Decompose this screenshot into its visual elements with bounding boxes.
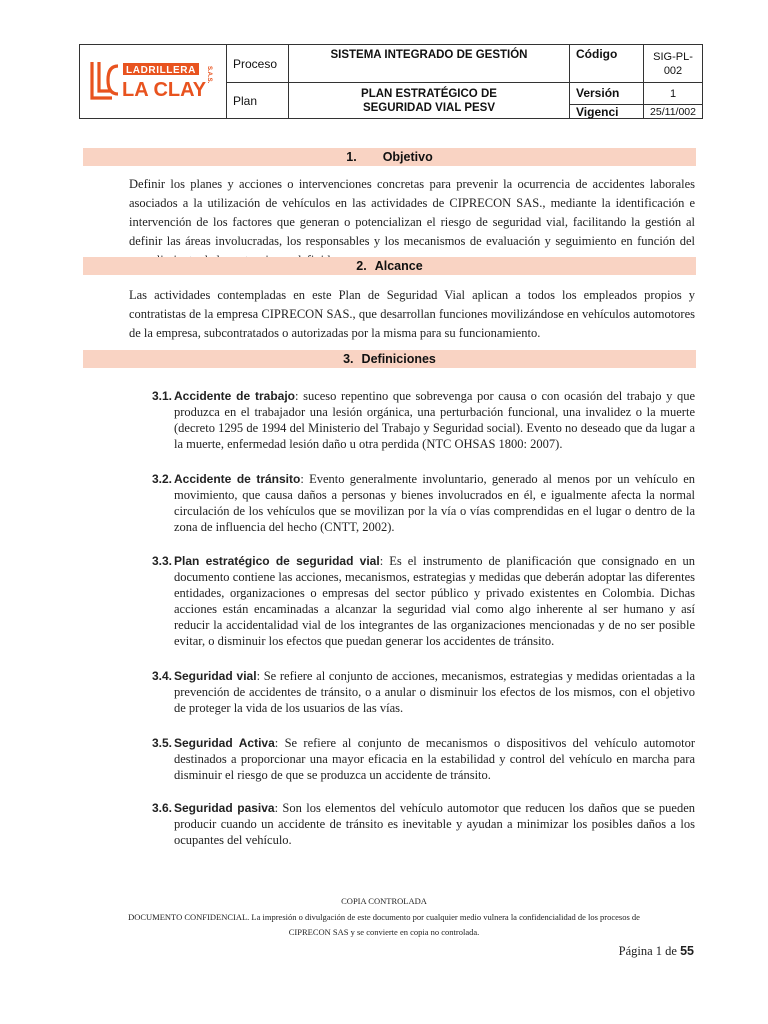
definition-term: Seguridad vial	[174, 669, 257, 683]
definition-number: 3.6.	[152, 801, 173, 815]
definition-item	[152, 668, 695, 716]
page-total: 55	[680, 944, 694, 958]
footer-confidential-line1: DOCUMENTO CONFIDENCIAL. La impresión o divulgación de este documento por cualquier medio vulnera la confidencialidad de los procesos de	[128, 912, 640, 922]
logo-suffix: S.A.S.	[206, 66, 212, 84]
footer-controlled-copy: COPIA CONTROLADA	[341, 896, 427, 906]
definition-number: 3.3.	[152, 554, 173, 568]
page-number-prefix: Página 1 de	[618, 944, 677, 958]
definition-term: Seguridad Activa	[174, 736, 275, 750]
document-header-table	[79, 44, 703, 119]
definition-text: : Se refiere al conjunto de mecanismos o dispositivos del vehículo automotor destinados a proporcionar una mayor eficacia en la estabilidad y control del vehículo en marcha para disminuir el riesgo de que se produzca un accidente de tránsito.	[174, 736, 695, 782]
company-logo	[88, 56, 218, 104]
section-objetivo-heading	[83, 148, 696, 166]
validity-value: 25/11/002	[644, 105, 703, 119]
page-number	[619, 944, 694, 959]
definition-item	[152, 735, 695, 783]
definition-number: 3.5.	[152, 736, 173, 750]
plan-title: PLAN ESTRATÉGICO DE SEGURIDAD VIAL PESV	[289, 83, 570, 119]
definition-number: 3.4.	[152, 669, 173, 683]
definition-text: : Son los elementos del vehículo automotor que reducen los daños que se pueden producir cuando un accidente de tránsito es inevitable y ayudan a minimizar los posibles daños a los ocupantes del vehículo.	[174, 801, 696, 847]
section-number: 2.	[356, 259, 367, 273]
validity-label: Vigenci	[570, 105, 644, 119]
definition-text: : Evento generalmente involuntario, generado al menos por un vehículo en movimiento, que causa daños a personas y bienes involucrados en él, e igualmente afecta la normal circulación de los vehículos que se movilizan por la vía o vías comprendidas en el lugar o dentro de la zona de influencia del hecho (CNTT, 2002).	[174, 472, 695, 534]
section-title: Objetivo	[382, 150, 433, 164]
footer-confidential-line2: CIPRECON SAS y se convierte en copia no controlada.	[288, 927, 480, 937]
section-number: 1.	[346, 150, 357, 164]
process-label: Proceso	[227, 45, 289, 83]
version-label: Versión	[570, 83, 644, 105]
definition-item	[152, 800, 695, 848]
logo-cell	[80, 45, 227, 119]
alcance-paragraph: Las actividades contempladas en este Plan de Seguridad Vial aplican a todos los empleados propios y contratistas de la empresa CIPRECON SAS., que desarrollan funciones movilizándose en vehículos automotores de la empresa, subcontratados o autorizadas por la misma para su funcionamiento.	[129, 288, 695, 340]
section-title: Alcance	[374, 259, 423, 273]
section-number: 3.	[343, 352, 354, 366]
definition-item	[152, 471, 695, 535]
definition-number: 3.1.	[152, 389, 173, 403]
section-title: Definiciones	[361, 352, 436, 366]
code-value: SIG-PL-002	[644, 45, 703, 83]
logo-line1: LADRILLERA	[126, 65, 196, 76]
definition-number: 3.2.	[152, 472, 173, 486]
objetivo-paragraph: Definir los planes y acciones o intervenciones concretas para prevenir la ocurrencia de accidentes laborales asociados a la utilización de vehículos en las actividades de CIPRECON SAS., mediante la identificación e intervención de los factores que generan o potencializan el riesgo de seguridad vial, facilitando la gestión al definir las áreas involucradas, los responsables y los mecanismos de evaluación y seguimiento en función del	[129, 177, 695, 248]
definition-item	[152, 553, 695, 649]
plan-label: Plan	[227, 83, 289, 119]
section-definiciones-heading	[83, 350, 696, 368]
definition-item	[152, 388, 695, 452]
definition-text: : suceso repentino que sobrevenga por causa o con ocasión del trabajo y que produzca en el trabajador una lesión orgánica, una perturbación funcional, una invalidez o la muerte (decreto 1295 de 1994 del Ministerio del Trabajo y Seguridad social). Evento no deseado que da lugar a la muerte, enfermedad lesión daño u otra perdida (NTC OHSAS 1800: 2007).	[174, 389, 696, 451]
definition-term: Seguridad pasiva	[174, 801, 275, 815]
definition-text: : Se refiere al conjunto de acciones, mecanismos, estrategias y medidas orientadas a la prevención de accidentes de tránsito, o a anular o disminuir los efectos de los mismos, con el objetivo de proteger la vida de los usuarios de las vías.	[174, 669, 696, 715]
definition-text: : Es el instrumento de planificación que consignado en un documento contiene las acciones, mecanismos, estrategias y medidas que deberán adoptar las diferentes entidades, organizaciones o empresas del sector público y privado existentes en Colombia. Dichas acciones están encaminadas a alcanzar la seguridad vial como algo inherente al ser humano y así reducir la accidentalidad vial de los integrantes de las organizaciones mencionadas y de no ser posible evitar, o disminuir los efectos que puedan generar los accidentes de tránsito.	[174, 554, 695, 648]
code-label: Código	[570, 45, 644, 83]
definition-term: Plan estratégico de seguridad vial	[174, 554, 380, 568]
definition-term: Accidente de tránsito	[174, 472, 301, 486]
logo-line2: LA CLAY	[122, 79, 207, 101]
version-value: 1	[644, 83, 703, 105]
definition-term: Accidente de trabajo	[174, 389, 295, 403]
system-title: SISTEMA INTEGRADO DE GESTIÓN	[289, 45, 570, 83]
section-alcance-heading	[83, 257, 696, 275]
